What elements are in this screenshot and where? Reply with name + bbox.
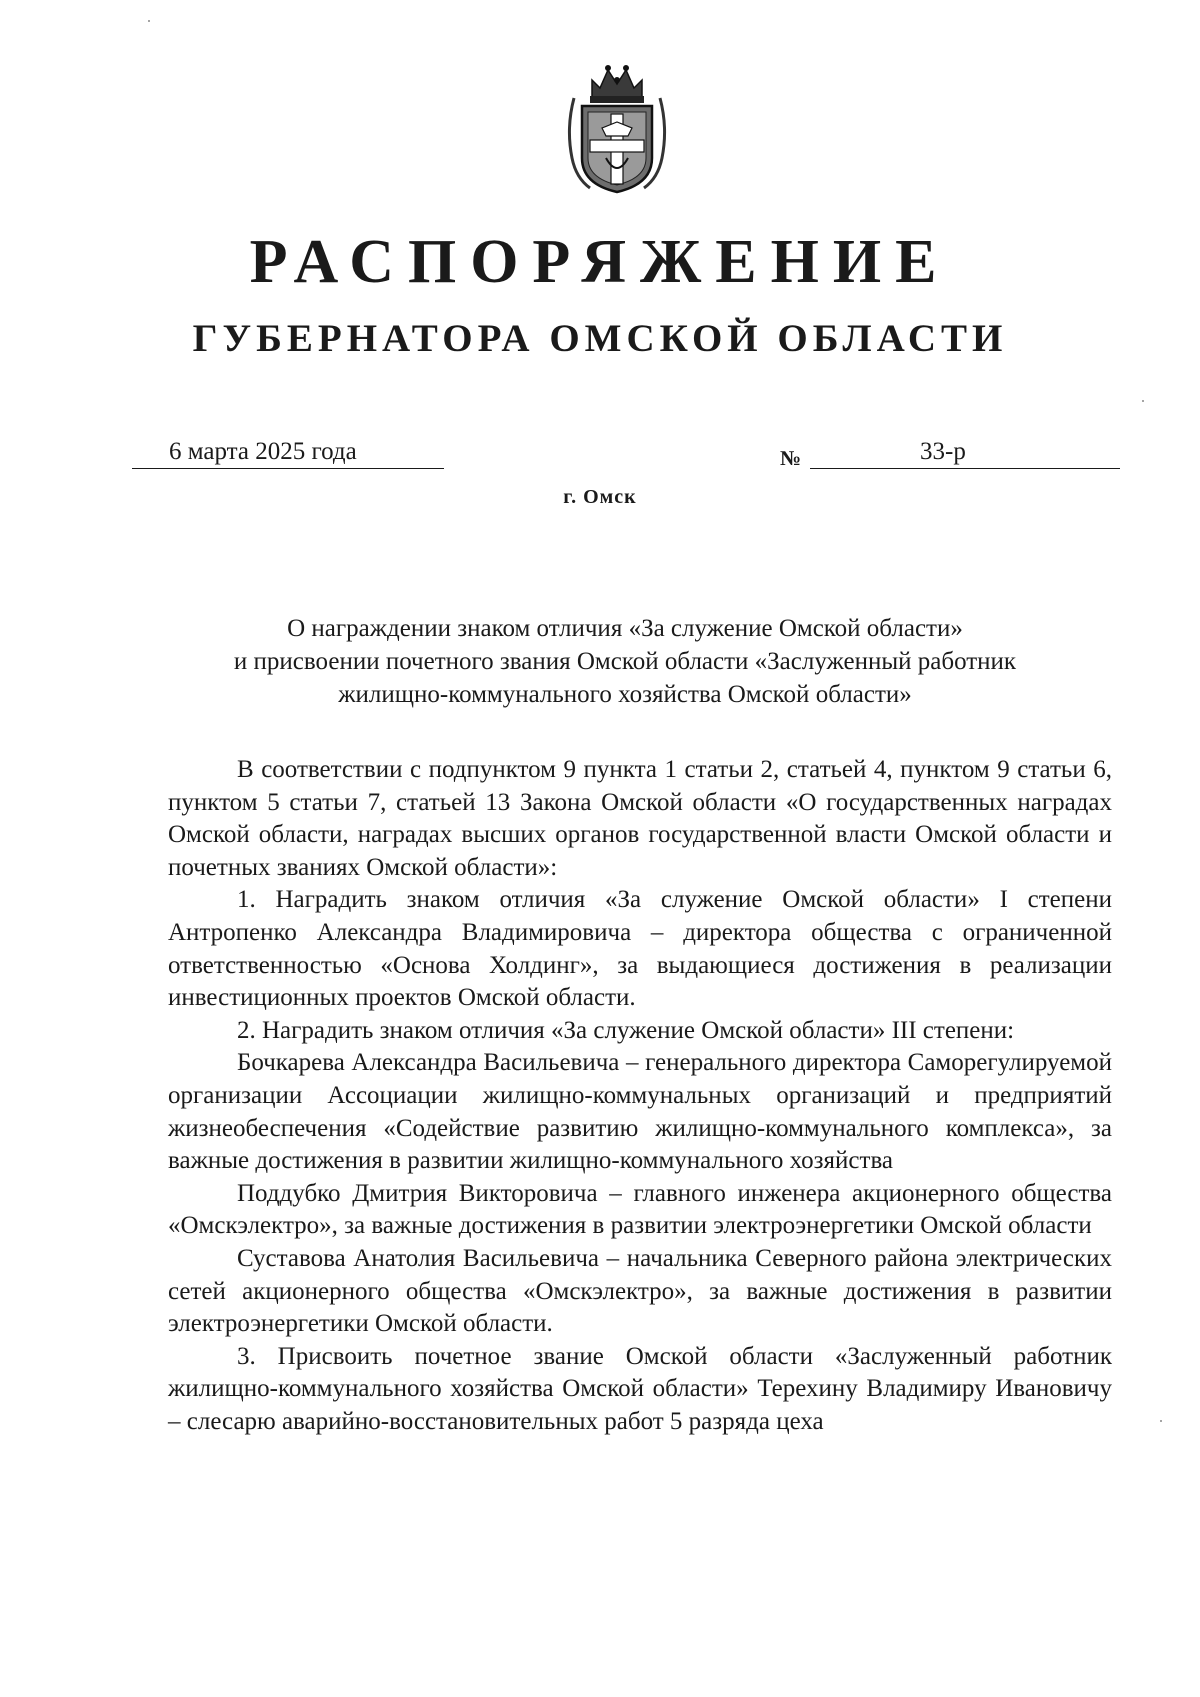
number-field — [810, 436, 1120, 469]
item-3-paragraph: 3. Присвоить почетное звание Омской области «Заслуженный работник жилищно-коммунального хозяйства Омской области» Терехину Владимиру Ивановичу – слесарю аварийно-восстановительных работ 5 разряда цеха — [168, 1342, 1112, 1435]
city: г. Омск — [563, 486, 637, 508]
document-date: 6 марта 2025 года — [169, 438, 357, 465]
scan-speck — [1142, 400, 1144, 402]
scan-speck — [148, 20, 150, 22]
preamble-paragraph: В соответствии с подпунктом 9 пункта 1 статьи 2, статьей 4, пунктом 9 статьи 6, пунктом 5 статьи 7, статьей 13 Закона Омской области «О государственных наградах Омской области, наградах высших органов государственной власти Омской области и почетных званиях Омской области»: — [168, 756, 1112, 881]
scan-speck — [1160, 1420, 1162, 1422]
document-title: РАСПОРЯЖЕНИЕ — [249, 228, 951, 296]
awardee-paragraph: Поддубко Дмитрия Викторовича – главного инженера акционерного общества «Омскэлектро», за важные достижения в развитии электроэнергетики Омской области — [168, 1179, 1112, 1240]
document-subtitle: ГУБЕРНАТОРА ОМСКОЙ ОБЛАСТИ — [192, 317, 1008, 360]
document-number: 33-р — [920, 438, 966, 465]
awardee-paragraph: Бочкарева Александра Васильевича – генерального директора Саморегулируемой организации Ассоциации жилищно-коммунальных организаций и предприятий жизнеобеспечения «Содействие развитию жилищно-коммунального комплекса», за важные достижения в развитии жилищно-коммунального хозяйства — [168, 1049, 1112, 1175]
heading-line: О награждении знаком отличия «За служение Омской области» — [287, 615, 963, 642]
date-field — [132, 436, 444, 469]
document-body — [168, 754, 1112, 1438]
item-2-paragraph: 2. Наградить знаком отличия «За служение Омской области» III степени: — [237, 1016, 1015, 1044]
heading-line: и присвоении почетного звания Омской области «Заслуженный работник — [233, 648, 1017, 675]
omsk-coat-of-arms-icon — [562, 58, 672, 196]
number-sign: № — [780, 446, 802, 470]
document-heading — [130, 612, 1120, 711]
item-1-paragraph: 1. Наградить знаком отличия «За служение Омской области» I степени Антропенко Александра Владимировича – директора общества с ограниченной ответственностью «Основа Холдинг», за выдающиеся достижения в реализации инвестиционных проектов Омской области. — [168, 886, 1112, 1012]
heading-line: жилищно-коммунального хозяйства Омской области» — [338, 681, 912, 708]
awardee-paragraph: Суставова Анатолия Васильевича – начальника Северного района электрических сетей акционерного общества «Омскэлектро», за важные достижения в развитии электроэнергетики Омской области. — [168, 1244, 1112, 1338]
